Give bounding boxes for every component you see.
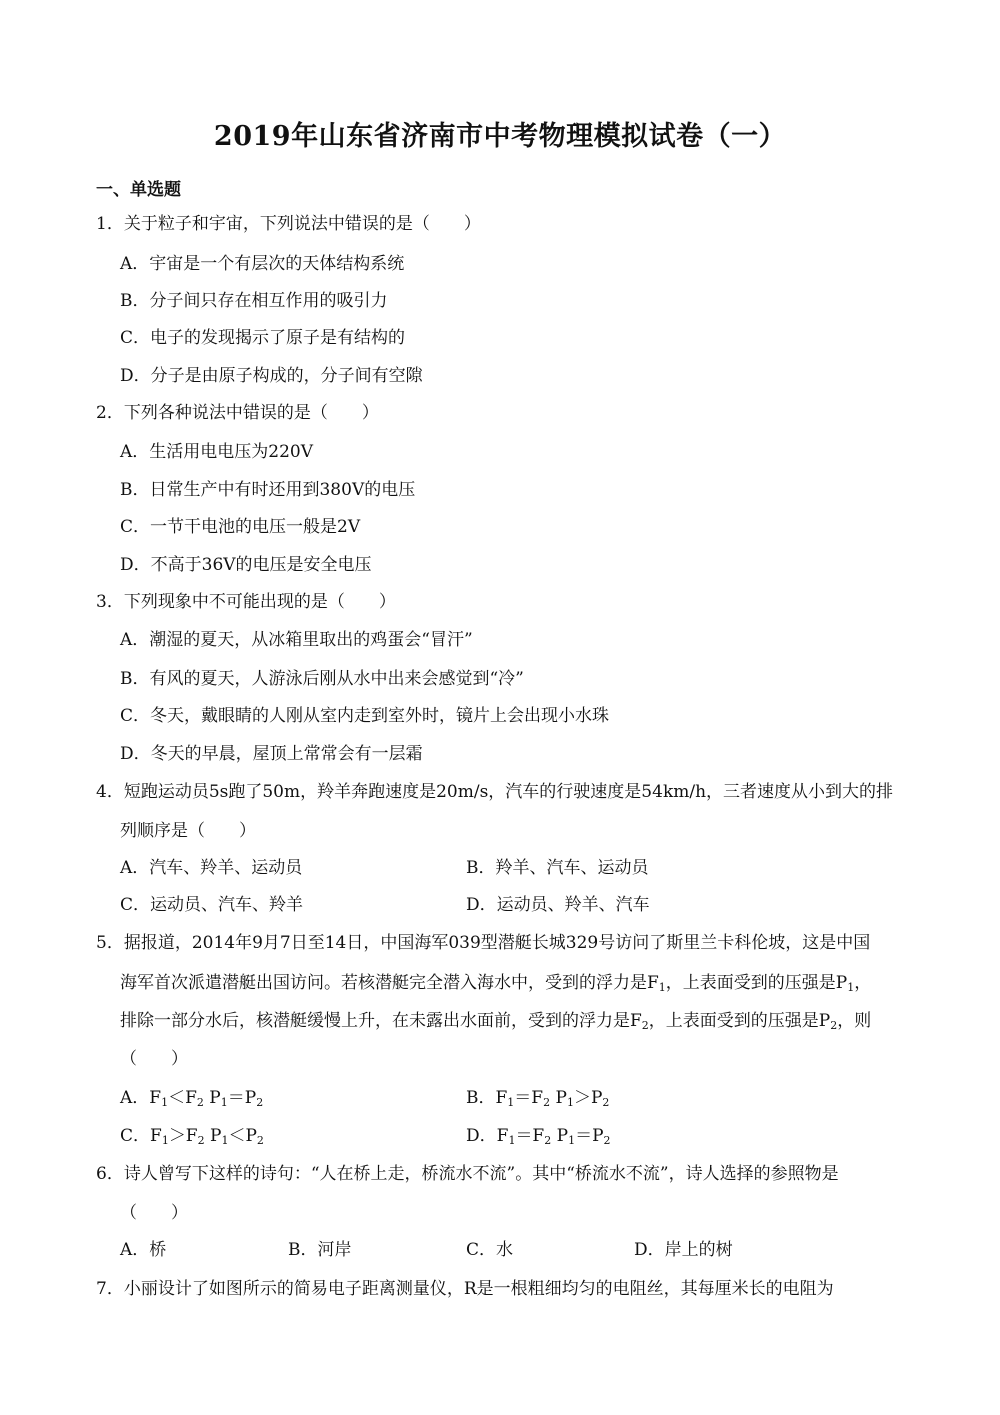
question-6-option-b: B．河岸 <box>288 1240 352 1260</box>
question-2-stem: 2．下列各种说法中错误的是（ ） <box>96 403 379 423</box>
question-4-stem-continued: 列顺序是（ ） <box>120 821 256 841</box>
question-4-stem: 4．短跑运动员5s跑了50m，羚羊奔跑速度是20m/s，汽车的行驶速度是54km/h，三者速度从小到大的排 <box>96 782 894 802</box>
question-1-option-d: D．分子是由原子构成的，分子间有空隙 <box>120 366 423 386</box>
question-6-stem-continued: （ ） <box>120 1203 188 1223</box>
question-4-option-b: B．羚羊、汽车、运动员 <box>466 858 649 878</box>
question-5-stem-line-3: 排除一部分水后，核潜艇缓慢上升，在未露出水面前，受到的浮力是$F_2$，上表面受到的压强是$P_2$，则 <box>120 1011 872 1032</box>
question-6-stem: 6．诗人曾写下这样的诗句：“人在桥上走，桥流水不流”。其中“桥流水不流”，诗人选择的参照物是 <box>96 1164 839 1184</box>
question-2-option-a: A．生活用电电压为220V <box>120 442 314 462</box>
question-5-stem: 5．据报道，2014年9月7日至14日，中国海军039型潜艇长城329号访问了斯里兰卡科伦坡，这是中国 <box>96 933 871 953</box>
question-5-option-b: B．$F_1=F_2$ $P_1>P_2$ <box>466 1088 610 1109</box>
question-5-option-d: D．$F_1=F_2$ $P_1=P_2$ <box>466 1126 611 1147</box>
question-1-stem: 1．关于粒子和宇宙，下列说法中错误的是（ ） <box>96 214 481 234</box>
question-1-option-a: A．宇宙是一个有层次的天体结构系统 <box>120 254 405 274</box>
question-6-option-c: C．水 <box>466 1240 514 1260</box>
question-5-option-c: C．$F_1>F_2$ $P_1<P_2$ <box>120 1126 264 1147</box>
question-5-stem-line-4: （ ） <box>120 1049 188 1069</box>
question-6-option-d: D．岸上的树 <box>634 1240 733 1260</box>
question-6-option-a: A．桥 <box>120 1240 167 1260</box>
question-2-option-b: B．日常生产中有时还用到380V的电压 <box>120 480 416 500</box>
question-5-stem-line-2: 海军首次派遣潜艇出国访问。若核潜艇完全潜入海水中，受到的浮力是$F_1$，上表面受到的压强是$P_1$， <box>120 973 872 994</box>
question-3-option-d: D．冬天的早晨，屋顶上常常会有一层霜 <box>120 744 423 764</box>
question-3-option-c: C．冬天，戴眼睛的人刚从室内走到室外时，镜片上会出现小水珠 <box>120 706 610 726</box>
question-3-option-b: B．有风的夏天，人游泳后刚从水中出来会感觉到“冷” <box>120 669 524 689</box>
question-3-stem: 3．下列现象中不可能出现的是（ ） <box>96 592 396 612</box>
question-1-option-c: C．电子的发现揭示了原子是有结构的 <box>120 328 406 348</box>
section-heading: 一、单选题 <box>96 180 181 200</box>
question-7-stem: 7．小丽设计了如图所示的简易电子距离测量仪，R是一根粗细均匀的电阻丝，其每厘米长的电阻为 <box>96 1279 834 1299</box>
question-4-option-d: D．运动员、羚羊、汽车 <box>466 895 650 915</box>
question-3-option-a: A．潮湿的夏天，从冰箱里取出的鸡蛋会“冒汗” <box>120 630 473 650</box>
page-title: 2019年山东省济南市中考物理模拟试卷（一） <box>213 121 787 152</box>
question-1-option-b: B．分子间只存在相互作用的吸引力 <box>120 291 388 311</box>
question-4-option-a: A．汽车、羚羊、运动员 <box>120 858 303 878</box>
question-2-option-c: C．一节干电池的电压一般是2V <box>120 517 361 537</box>
question-5-option-a: A．$F_1<F_2$ $P_1=P_2$ <box>120 1088 264 1109</box>
question-4-option-c: C．运动员、汽车、羚羊 <box>120 895 304 915</box>
question-2-option-d: D．不高于36V的电压是安全电压 <box>120 555 372 575</box>
